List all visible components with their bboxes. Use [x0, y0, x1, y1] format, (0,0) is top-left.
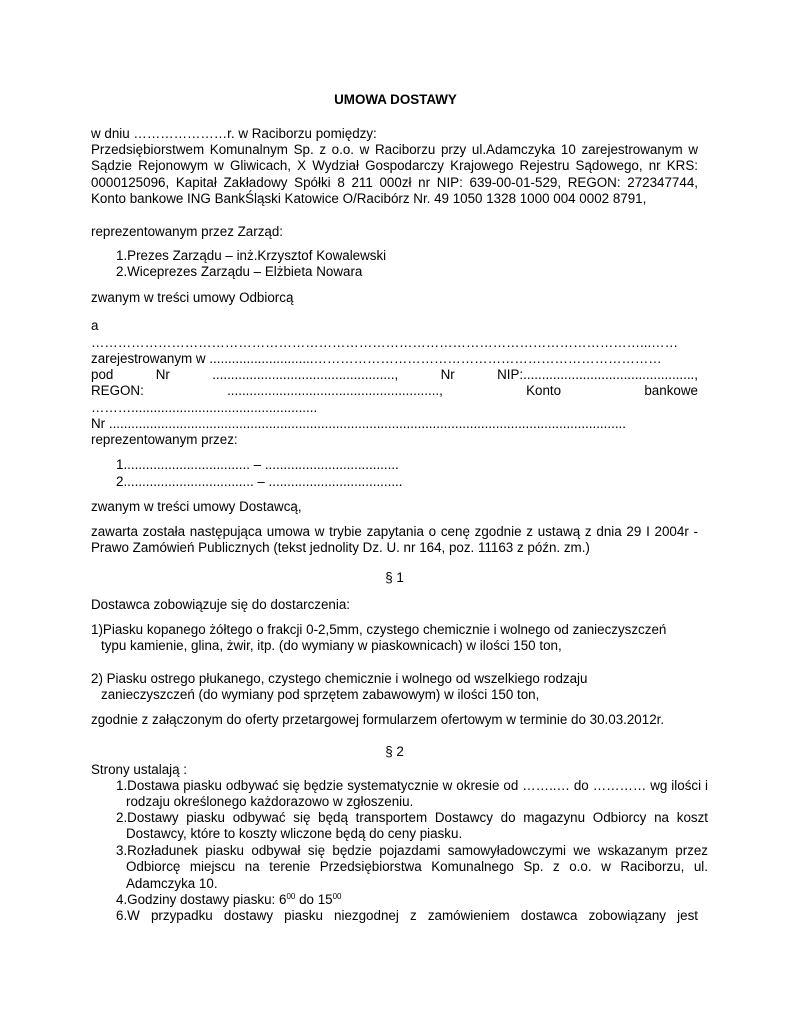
section-2-item-2: 2.Dostawy piasku odbywać się będą transportem Dostawcy do magazynu Odbiorcy na koszt Dostawcy, które to koszty wliczone będą do ceny piasku. [116, 810, 708, 842]
section-2-item-1: 1.Dostawa piasku odbywać się będzie systematycznie w okresie od ……..… do ………… wg ilości i rodzaju określonego każdorazowo w zgłoszeniu. [116, 778, 708, 810]
regon-label: REGON: [91, 383, 144, 398]
supplier-konto-blank: ……….................................................. [91, 400, 318, 415]
supplier-nr-line: Nr ........................................................................................................................................... [91, 416, 626, 431]
hours-sup-2: 00 [332, 892, 342, 901]
hours-sup-1: 00 [286, 892, 296, 901]
party1-represented-label: reprezentowanym przez Zarząd: [91, 224, 284, 239]
supplier-regon-row [91, 383, 698, 399]
nr-label: Nr [155, 367, 170, 382]
supplier-registered-line: zarejestrowanym w ............................…………………………………………………………………… [91, 351, 662, 366]
section-2-heading: § 2 [385, 744, 404, 759]
supplier-represented-label: reprezentowanym przez: [91, 432, 238, 447]
nip-blank: NIP:.............................................., [497, 367, 698, 382]
board-member-2: 2.Wiceprezes Zarządu – Elżbieta Nowara [116, 264, 363, 279]
konto-label: Konto [526, 383, 562, 398]
party1-description: Przedsiębiorstwem Komunalnym Sp. z o.o. w Raciborzu przy ul.Adamczyka 10 zarejestrowanym w Sądzie Rejonowym w Gliwicach, X Wydział Gospodarczy Krajowego Rejestru Sądowego, nr KRS: 0000125096, Kapitał Zakładowy Spółki 8 211 000zł nr NIP: 639-00-01-529, REGON: 272347744, Konto bankowe ING BankŚląski Katowice O/Racibórz Nr. 49 1050 1328 1000 004 0002 8791, [91, 142, 698, 206]
bankowe-label: bankowe [644, 383, 698, 398]
document-title: UMOWA DOSTAWY [334, 92, 457, 107]
regon-blank: ........................................................., [227, 383, 443, 398]
section-2-item-3: 3.Rozładunek piasku odbywał się będzie pojazdami samowyładowczymi we wskazanym przez Odbiorcę miejscu na terenie Przedsiębiorstwa Komunalnego Sp. z o.o. w Raciborzu, ul. Adamczyka 10. [116, 843, 708, 891]
nr-blank: ................................................., [212, 367, 399, 382]
section-2-item-6: 6.W przypadku dostawy piasku niezgodnej z zamówieniem dostawca zobowiązany jest [116, 908, 698, 923]
section-2-item-4 [116, 892, 698, 908]
section-2-lead: Strony ustalają : [91, 762, 188, 777]
pod-label: pod [91, 367, 114, 382]
board-member-1: 1.Prezes Zarządu – inż.Krzysztof Kowalewski [116, 248, 387, 263]
and-label: a [91, 318, 99, 333]
supplier-rep-1: 1.................................. – .................................... [116, 457, 399, 472]
intro-date-line: w dniu …………………r. w Raciborzu pomiędzy: [91, 126, 377, 141]
supplier-called: zwanym w treści umowy Dostawcą, [91, 499, 302, 514]
section-1-closing: zgodnie z załączonym do oferty przetargowej formularzem ofertowym w terminie do 30.03.2012r. [91, 712, 665, 727]
section-1-item-2: 2) Piasku ostrego płukanego, czystego chemicznie i wolnego od wszelkiego rodzaju zanieczyszczeń (do wymiany pod sprzętem zabawowym) w ilości 150 ton, [91, 671, 588, 703]
section-1-heading: § 1 [385, 570, 404, 585]
section-1-lead: Dostawca zobowiązuje się do dostarczenia: [91, 597, 351, 612]
hours-prefix: 4.Godziny dostawy piasku: 6 [116, 892, 287, 907]
hours-mid: do 15 [295, 892, 333, 907]
supplier-pod-row [91, 367, 698, 383]
contract-basis: zawarta została następująca umowa w trybie zapytania o cenę zgodnie z ustawą z dnia 29 I 2004r - Prawo Zamówień Publicznych (tekst jednolity Dz. U. nr 164, poz. 11163 z późn. zm.) [91, 524, 698, 556]
supplier-name-blank: ……………………………………………………………………………………………………………...…… [91, 335, 678, 350]
section-1-item-1: 1)Piasku kopanego żółtego o frakcji 0-2,5mm, czystego chemicznie i wolnego od zanieczyszczeń typu kamienie, glina, żwir, itp. (do wymiany w piaskownicach) w ilości 150 ton, [91, 622, 667, 654]
recipient-called: zwanym w treści umowy Odbiorcą [91, 290, 294, 305]
nr-label-2: Nr [440, 367, 455, 382]
supplier-rep-2: 2................................... – .................................... [116, 474, 403, 489]
